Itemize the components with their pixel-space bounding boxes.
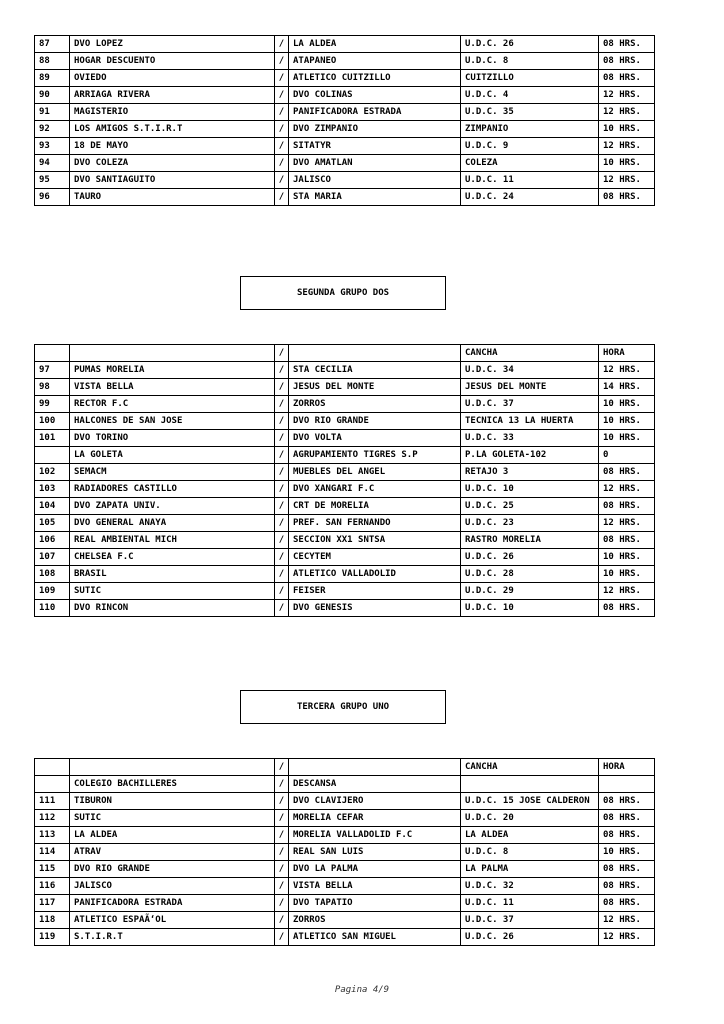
time-cell: 08 HRS.	[599, 810, 655, 827]
home-team-cell: DVO COLEZA	[70, 155, 275, 172]
away-team-cell: DVO XANGARI F.C	[289, 481, 461, 498]
table-header-row	[35, 759, 655, 776]
home-team-cell: DVO TORINO	[70, 430, 275, 447]
versus-separator-cell: /	[275, 36, 289, 53]
home-team-cell: SUTIC	[70, 583, 275, 600]
home-team-cell: ARRIAGA RIVERA	[70, 87, 275, 104]
home-team-cell: PUMAS MORELIA	[70, 362, 275, 379]
field-cell: U.D.C. 26	[461, 36, 599, 53]
table-row	[35, 549, 655, 566]
time-cell: 08 HRS.	[599, 793, 655, 810]
field-cell: U.D.C. 24	[461, 189, 599, 206]
versus-separator-cell: /	[275, 929, 289, 946]
match-number-cell: 90	[35, 87, 70, 104]
fixtures-table-1	[34, 35, 655, 206]
versus-separator-cell: /	[275, 396, 289, 413]
home-team-cell: HOGAR DESCUENTO	[70, 53, 275, 70]
time-cell: 12 HRS.	[599, 583, 655, 600]
versus-separator-cell: /	[275, 827, 289, 844]
away-team-cell: MORELIA CEFAR	[289, 810, 461, 827]
field-cell: U.D.C. 37	[461, 396, 599, 413]
table-row	[35, 498, 655, 515]
field-cell: U.D.C. 29	[461, 583, 599, 600]
table-row	[35, 600, 655, 617]
field-cell: LA PALMA	[461, 861, 599, 878]
versus-separator-cell: /	[275, 793, 289, 810]
versus-separator-cell: /	[275, 189, 289, 206]
time-cell: 10 HRS.	[599, 396, 655, 413]
versus-separator-cell: /	[275, 810, 289, 827]
field-cell: U.D.C. 37	[461, 912, 599, 929]
table-row	[35, 844, 655, 861]
fixtures-table-2	[34, 344, 655, 617]
home-team-cell: ATRAV	[70, 844, 275, 861]
home-team-cell: LA GOLETA	[70, 447, 275, 464]
time-cell: 12 HRS.	[599, 87, 655, 104]
time-cell: 08 HRS.	[599, 36, 655, 53]
match-number-cell: 99	[35, 396, 70, 413]
home-team-cell: OVIEDO	[70, 70, 275, 87]
match-number-cell: 107	[35, 549, 70, 566]
versus-separator-cell: /	[275, 895, 289, 912]
home-team-cell: S.T.I.R.T	[70, 929, 275, 946]
away-team-cell: PREF. SAN FERNANDO	[289, 515, 461, 532]
versus-separator-cell: /	[275, 87, 289, 104]
match-number-cell: 119	[35, 929, 70, 946]
away-team-cell: PANIFICADORA ESTRADA	[289, 104, 461, 121]
time-cell	[599, 776, 655, 793]
away-team-cell: CECYTEM	[289, 549, 461, 566]
home-team-cell: DVO GENERAL ANAYA	[70, 515, 275, 532]
time-cell: 10 HRS.	[599, 549, 655, 566]
field-cell: P.LA GOLETA-102	[461, 447, 599, 464]
away-team-cell: DVO COLINAS	[289, 87, 461, 104]
field-cell: U.D.C. 26	[461, 929, 599, 946]
away-team-cell: DVO ZIMPANIO	[289, 121, 461, 138]
match-number-cell: 100	[35, 413, 70, 430]
field-cell: U.D.C. 9	[461, 138, 599, 155]
versus-separator-cell: /	[275, 600, 289, 617]
field-cell: U.D.C. 25	[461, 498, 599, 515]
home-team-cell: SEMACM	[70, 464, 275, 481]
match-number-cell	[35, 776, 70, 793]
field-cell: ZIMPANIO	[461, 121, 599, 138]
table-row	[35, 861, 655, 878]
field-cell: U.D.C. 10	[461, 481, 599, 498]
home-team-cell: HALCONES DE SAN JOSE	[70, 413, 275, 430]
table-row	[35, 36, 655, 53]
fixtures-table-3	[34, 758, 655, 946]
field-cell: TECNICA 13 LA HUERTA	[461, 413, 599, 430]
versus-separator-cell: /	[275, 583, 289, 600]
time-cell: 08 HRS.	[599, 532, 655, 549]
table-row	[35, 912, 655, 929]
away-team-cell: STA CECILIA	[289, 362, 461, 379]
home-team-cell: DVO SANTIAGUITO	[70, 172, 275, 189]
table-row	[35, 464, 655, 481]
time-cell: HORA	[599, 759, 655, 776]
time-cell: 10 HRS.	[599, 413, 655, 430]
versus-separator-cell: /	[275, 53, 289, 70]
versus-separator-cell: /	[275, 172, 289, 189]
away-team-cell: DVO GENESIS	[289, 600, 461, 617]
field-cell: U.D.C. 8	[461, 53, 599, 70]
away-team-cell: DVO TAPATIO	[289, 895, 461, 912]
versus-separator-cell: /	[275, 70, 289, 87]
match-number-cell: 106	[35, 532, 70, 549]
away-team-cell: STA MARIA	[289, 189, 461, 206]
versus-separator-cell: /	[275, 121, 289, 138]
field-cell: RETAJO 3	[461, 464, 599, 481]
away-team-cell: DVO AMATLAN	[289, 155, 461, 172]
table-row	[35, 878, 655, 895]
home-team-cell: DVO ZAPATA UNIV.	[70, 498, 275, 515]
home-team-cell: JALISCO	[70, 878, 275, 895]
table-row	[35, 532, 655, 549]
field-cell: U.D.C. 35	[461, 104, 599, 121]
match-number-cell: 108	[35, 566, 70, 583]
match-number-cell: 92	[35, 121, 70, 138]
away-team-cell: ZORROS	[289, 396, 461, 413]
home-team-cell: SUTIC	[70, 810, 275, 827]
home-team-cell: VISTA BELLA	[70, 379, 275, 396]
time-cell: 10 HRS.	[599, 844, 655, 861]
field-cell: CANCHA	[461, 345, 599, 362]
versus-separator-cell: /	[275, 878, 289, 895]
table-header-row	[35, 345, 655, 362]
table-row	[35, 810, 655, 827]
home-team-cell	[70, 345, 275, 362]
away-team-cell: MUEBLES DEL ANGEL	[289, 464, 461, 481]
field-cell: U.D.C. 4	[461, 87, 599, 104]
field-cell: RASTRO MORELIA	[461, 532, 599, 549]
home-team-cell	[70, 759, 275, 776]
away-team-cell: DESCANSA	[289, 776, 461, 793]
section-title-tercera-grupo-uno: TERCERA GRUPO UNO	[240, 690, 446, 724]
home-team-cell: DVO RINCON	[70, 600, 275, 617]
match-number-cell: 114	[35, 844, 70, 861]
away-team-cell: JALISCO	[289, 172, 461, 189]
section-title-segunda-grupo-dos: SEGUNDA GRUPO DOS	[240, 276, 446, 310]
table-row	[35, 379, 655, 396]
versus-separator-cell: /	[275, 104, 289, 121]
table-row	[35, 776, 655, 793]
home-team-cell: TIBURON	[70, 793, 275, 810]
away-team-cell	[289, 759, 461, 776]
match-number-cell: 94	[35, 155, 70, 172]
table-row	[35, 583, 655, 600]
versus-separator-cell: /	[275, 464, 289, 481]
field-cell: U.D.C. 15 JOSE CALDERON	[461, 793, 599, 810]
table-row	[35, 515, 655, 532]
field-cell: COLEZA	[461, 155, 599, 172]
home-team-cell: ATLETICO ESPAÃ‘OL	[70, 912, 275, 929]
time-cell: 12 HRS.	[599, 362, 655, 379]
time-cell: 12 HRS.	[599, 104, 655, 121]
versus-separator-cell: /	[275, 532, 289, 549]
versus-separator-cell: /	[275, 138, 289, 155]
table-row	[35, 70, 655, 87]
match-number-cell: 110	[35, 600, 70, 617]
match-number-cell: 103	[35, 481, 70, 498]
match-number-cell: 116	[35, 878, 70, 895]
table-row	[35, 793, 655, 810]
home-team-cell: DVO LOPEZ	[70, 36, 275, 53]
home-team-cell: TAURO	[70, 189, 275, 206]
versus-separator-cell: /	[275, 155, 289, 172]
table-row	[35, 827, 655, 844]
table-row	[35, 895, 655, 912]
field-cell	[461, 776, 599, 793]
table-row	[35, 413, 655, 430]
versus-separator-cell: /	[275, 430, 289, 447]
field-cell: U.D.C. 11	[461, 172, 599, 189]
field-cell: CANCHA	[461, 759, 599, 776]
field-cell: U.D.C. 8	[461, 844, 599, 861]
time-cell: 14 HRS.	[599, 379, 655, 396]
time-cell: 12 HRS.	[599, 515, 655, 532]
home-team-cell: MAGISTERIO	[70, 104, 275, 121]
away-team-cell: ZORROS	[289, 912, 461, 929]
field-cell: LA ALDEA	[461, 827, 599, 844]
field-cell: U.D.C. 10	[461, 600, 599, 617]
away-team-cell: AGRUPAMIENTO TIGRES S.P	[289, 447, 461, 464]
table-row	[35, 362, 655, 379]
match-number-cell: 98	[35, 379, 70, 396]
match-number-cell: 113	[35, 827, 70, 844]
home-team-cell: 18 DE MAYO	[70, 138, 275, 155]
versus-separator-cell: /	[275, 362, 289, 379]
field-cell: JESUS DEL MONTE	[461, 379, 599, 396]
table-row	[35, 430, 655, 447]
time-cell: 08 HRS.	[599, 878, 655, 895]
table-row	[35, 138, 655, 155]
time-cell: 08 HRS.	[599, 861, 655, 878]
home-team-cell: BRASIL	[70, 566, 275, 583]
table-row	[35, 566, 655, 583]
away-team-cell: CRT DE MORELIA	[289, 498, 461, 515]
time-cell: 08 HRS.	[599, 464, 655, 481]
home-team-cell: LA ALDEA	[70, 827, 275, 844]
away-team-cell	[289, 345, 461, 362]
table-row	[35, 104, 655, 121]
away-team-cell: ATLETICO CUITZILLO	[289, 70, 461, 87]
versus-separator-cell: /	[275, 861, 289, 878]
away-team-cell: VISTA BELLA	[289, 878, 461, 895]
time-cell: 08 HRS.	[599, 70, 655, 87]
versus-separator-cell: /	[275, 345, 289, 362]
versus-separator-cell: /	[275, 549, 289, 566]
table-row	[35, 447, 655, 464]
versus-separator-cell: /	[275, 379, 289, 396]
time-cell: 0	[599, 447, 655, 464]
table-row	[35, 929, 655, 946]
table-row	[35, 53, 655, 70]
field-cell: U.D.C. 20	[461, 810, 599, 827]
home-team-cell: RADIADORES CASTILLO	[70, 481, 275, 498]
away-team-cell: ATLETICO SAN MIGUEL	[289, 929, 461, 946]
away-team-cell: FEISER	[289, 583, 461, 600]
match-number-cell: 117	[35, 895, 70, 912]
versus-separator-cell: /	[275, 844, 289, 861]
match-number-cell: 89	[35, 70, 70, 87]
time-cell: 10 HRS.	[599, 566, 655, 583]
match-number-cell: 91	[35, 104, 70, 121]
time-cell: 12 HRS.	[599, 912, 655, 929]
time-cell: 10 HRS.	[599, 155, 655, 172]
home-team-cell: LOS AMIGOS S.T.I.R.T	[70, 121, 275, 138]
time-cell: 08 HRS.	[599, 53, 655, 70]
match-number-cell: 95	[35, 172, 70, 189]
time-cell: 10 HRS.	[599, 430, 655, 447]
match-number-cell: 102	[35, 464, 70, 481]
field-cell: U.D.C. 11	[461, 895, 599, 912]
field-cell: U.D.C. 26	[461, 549, 599, 566]
time-cell: 08 HRS.	[599, 498, 655, 515]
field-cell: U.D.C. 28	[461, 566, 599, 583]
versus-separator-cell: /	[275, 566, 289, 583]
versus-separator-cell: /	[275, 759, 289, 776]
table-row	[35, 87, 655, 104]
field-cell: U.D.C. 32	[461, 878, 599, 895]
match-number-cell	[35, 447, 70, 464]
away-team-cell: ATLETICO VALLADOLID	[289, 566, 461, 583]
table-row	[35, 189, 655, 206]
match-number-cell: 97	[35, 362, 70, 379]
away-team-cell: MORELIA VALLADOLID F.C	[289, 827, 461, 844]
time-cell: 12 HRS.	[599, 172, 655, 189]
home-team-cell: DVO RIO GRANDE	[70, 861, 275, 878]
time-cell: HORA	[599, 345, 655, 362]
away-team-cell: ATAPANEO	[289, 53, 461, 70]
field-cell: U.D.C. 34	[461, 362, 599, 379]
away-team-cell: DVO LA PALMA	[289, 861, 461, 878]
time-cell: 12 HRS.	[599, 481, 655, 498]
versus-separator-cell: /	[275, 515, 289, 532]
page-footer: Pagina 4/9	[334, 985, 390, 995]
table-row	[35, 121, 655, 138]
away-team-cell: SITATYR	[289, 138, 461, 155]
match-number-cell: 96	[35, 189, 70, 206]
home-team-cell: PANIFICADORA ESTRADA	[70, 895, 275, 912]
versus-separator-cell: /	[275, 498, 289, 515]
versus-separator-cell: /	[275, 776, 289, 793]
match-number-cell: 87	[35, 36, 70, 53]
away-team-cell: SECCION XX1 SNTSA	[289, 532, 461, 549]
match-number-cell: 88	[35, 53, 70, 70]
match-number-cell: 112	[35, 810, 70, 827]
home-team-cell: CHELSEA F.C	[70, 549, 275, 566]
match-number-cell	[35, 345, 70, 362]
versus-separator-cell: /	[275, 912, 289, 929]
time-cell: 12 HRS.	[599, 138, 655, 155]
table-row	[35, 172, 655, 189]
match-number-cell: 105	[35, 515, 70, 532]
match-number-cell: 118	[35, 912, 70, 929]
match-number-cell: 111	[35, 793, 70, 810]
home-team-cell: REAL AMBIENTAL MICH	[70, 532, 275, 549]
home-team-cell: COLEGIO BACHILLERES	[70, 776, 275, 793]
away-team-cell: DVO CLAVIJERO	[289, 793, 461, 810]
home-team-cell: RECTOR F.C	[70, 396, 275, 413]
field-cell: CUITZILLO	[461, 70, 599, 87]
time-cell: 08 HRS.	[599, 189, 655, 206]
match-number-cell: 115	[35, 861, 70, 878]
field-cell: U.D.C. 23	[461, 515, 599, 532]
time-cell: 08 HRS.	[599, 600, 655, 617]
match-number-cell: 109	[35, 583, 70, 600]
away-team-cell: LA ALDEA	[289, 36, 461, 53]
versus-separator-cell: /	[275, 413, 289, 430]
time-cell: 12 HRS.	[599, 929, 655, 946]
time-cell: 08 HRS.	[599, 827, 655, 844]
table-row	[35, 396, 655, 413]
versus-separator-cell: /	[275, 481, 289, 498]
time-cell: 10 HRS.	[599, 121, 655, 138]
time-cell: 08 HRS.	[599, 895, 655, 912]
match-number-cell: 93	[35, 138, 70, 155]
match-number-cell: 101	[35, 430, 70, 447]
away-team-cell: JESUS DEL MONTE	[289, 379, 461, 396]
field-cell: U.D.C. 33	[461, 430, 599, 447]
match-number-cell	[35, 759, 70, 776]
away-team-cell: DVO RIO GRANDE	[289, 413, 461, 430]
away-team-cell: DVO VOLTA	[289, 430, 461, 447]
away-team-cell: REAL SAN LUIS	[289, 844, 461, 861]
match-number-cell: 104	[35, 498, 70, 515]
table-row	[35, 481, 655, 498]
versus-separator-cell: /	[275, 447, 289, 464]
table-row	[35, 155, 655, 172]
